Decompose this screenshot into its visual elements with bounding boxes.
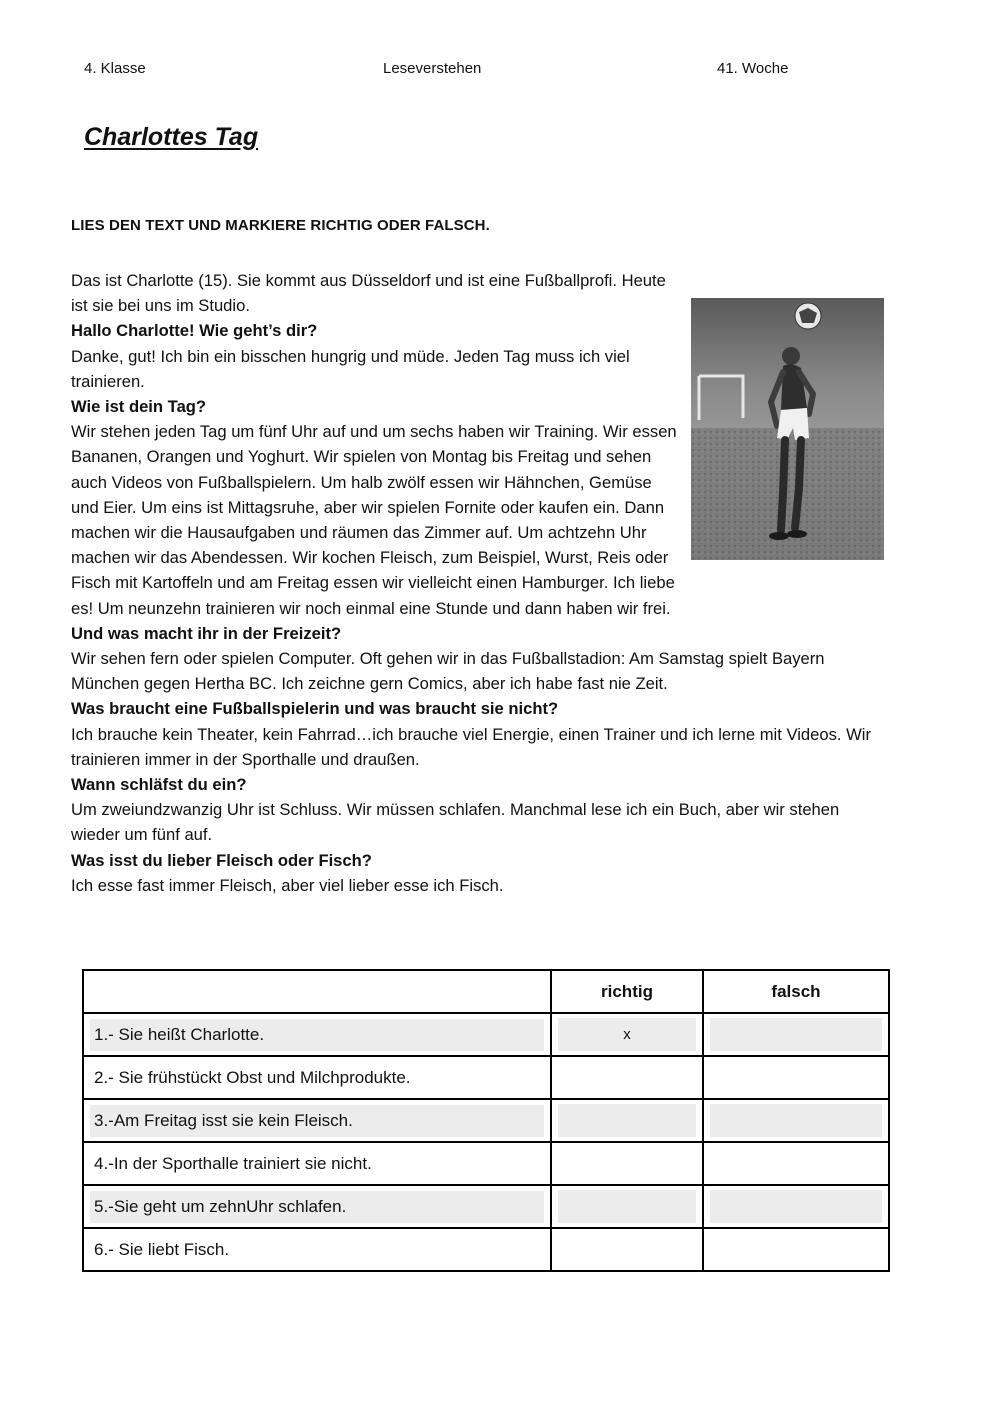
richtig-input[interactable] — [558, 1061, 696, 1094]
falsch-cell[interactable] — [703, 1013, 889, 1056]
falsch-cell[interactable] — [703, 1099, 889, 1142]
falsch-input[interactable] — [710, 1233, 882, 1266]
answer-3: Wir sehen fern oder spielen Computer. Oft gehen wir in das Fußballstadion: Am Samstag spielt Bayern München gegen Hertha BC. Ich zeichne gern Comics, aber ich habe fast nie Zeit. — [71, 649, 825, 694]
question-6: Was isst du lieber Fleisch oder Fisch? — [71, 850, 372, 870]
statement-column-header — [83, 970, 551, 1013]
question-3: Und was macht ihr in der Freizeit? — [71, 623, 342, 643]
header-subject: Leseverstehen — [383, 60, 482, 77]
falsch-cell[interactable] — [703, 1228, 889, 1271]
answer-2: Wir stehen jeden Tag um fünf Uhr auf und um sechs haben wir Training. Wir essen Bananen, Orangen und Yoghurt. Wir spielen von Montag bis Freitag und sehen auch Videos von Fußballspielern. Um halb zwölf essen wir Hähnchen, Gemüse und Eier. Um eins ist Mittagsruhe, aber wir spielen Fornite oder kaufen ein. Dann machen wir die Hausaufgaben und räumen das Zimmer auf. Um achtzehn Uhr machen wir das Abendessen. Wir kochen Fleisch, zum Beispiel, Wurst, Reis oder Fisch mit Kartoffeln und am Freitag essen wir vielleicht einen Hamburger. Ich liebe es! Um neunzehn trainieren wir noch einmal eine Stunde und dann haben wir frei. — [71, 422, 677, 618]
football-player-photo — [691, 298, 884, 560]
richtig-input[interactable] — [558, 1147, 696, 1180]
falsch-cell[interactable] — [703, 1142, 889, 1185]
statement-cell — [83, 1185, 551, 1228]
richtig-cell[interactable] — [551, 1056, 703, 1099]
statement-text: 6.- Sie liebt Fisch. — [94, 1239, 230, 1259]
page-title: Charlottes Tag — [84, 123, 259, 151]
instruction: LIES DEN TEXT UND MARKIERE RICHTIG ODER FALSCH. — [71, 217, 490, 234]
richtig-cell[interactable] — [551, 1185, 703, 1228]
intro-paragraph: Das ist Charlotte (15). Sie kommt aus Düsseldorf und ist eine Fußballprofi. Heute ist sie bei uns im Studio. — [71, 271, 666, 316]
answer-5: Um zweiundzwanzig Uhr ist Schluss. Wir müssen schlafen. Manchmal lese ich ein Buch, aber wir stehen wieder um fünf auf. — [71, 800, 840, 845]
richtig-input[interactable] — [558, 1233, 696, 1266]
statement-text: 3.-Am Freitag isst sie kein Fleisch. — [90, 1105, 544, 1137]
question-1: Hallo Charlotte! Wie geht’s dir? — [71, 321, 318, 341]
falsch-input[interactable] — [710, 1061, 882, 1094]
falsch-column-header: falsch — [703, 970, 889, 1013]
answer-4: Ich brauche kein Theater, kein Fahrrad…ich brauche viel Energie, einen Trainer und ich lerne mit Videos. Wir trainieren immer in der Sporthalle und draußen. — [71, 724, 871, 769]
question-4: Was braucht eine Fußballspielerin und was braucht sie nicht? — [71, 699, 559, 719]
reading-text — [71, 268, 886, 898]
table-row — [83, 1099, 889, 1142]
statement-cell — [83, 1228, 551, 1271]
statement-cell — [83, 1142, 551, 1185]
statement-text: 5.-Sie geht um zehnUhr schlafen. — [90, 1191, 544, 1223]
football-player-image — [691, 298, 884, 560]
header-week: 41. Woche — [717, 60, 789, 77]
statement-text: 1.- Sie heißt Charlotte. — [90, 1019, 544, 1051]
answer-1: Danke, gut! Ich bin ein bisschen hungrig und müde. Jeden Tag muss ich viel trainieren. — [71, 346, 630, 391]
statement-cell — [83, 1013, 551, 1056]
true-false-table — [82, 969, 890, 1272]
table-row — [83, 1228, 889, 1271]
richtig-input[interactable]: x — [558, 1018, 696, 1051]
table-row — [83, 1185, 889, 1228]
table-header-row — [83, 970, 889, 1013]
richtig-cell[interactable] — [551, 1099, 703, 1142]
table-row — [83, 1013, 889, 1056]
falsch-cell[interactable] — [703, 1185, 889, 1228]
richtig-input[interactable] — [558, 1104, 696, 1137]
falsch-input[interactable] — [710, 1104, 882, 1137]
falsch-input[interactable] — [710, 1018, 882, 1051]
statement-text: 4.-In der Sporthalle trainiert sie nicht. — [94, 1153, 372, 1173]
richtig-input[interactable] — [558, 1190, 696, 1223]
answer-6: Ich esse fast immer Fleisch, aber viel lieber esse ich Fisch. — [71, 875, 504, 895]
richtig-cell[interactable] — [551, 1013, 703, 1056]
header-grade: 4. Klasse — [84, 60, 146, 77]
falsch-input[interactable] — [710, 1147, 882, 1180]
question-2: Wie ist dein Tag? — [71, 397, 207, 417]
question-5: Wann schläfst du ein? — [71, 775, 247, 795]
table-row — [83, 1056, 889, 1099]
richtig-cell[interactable] — [551, 1142, 703, 1185]
table-row — [83, 1142, 889, 1185]
statement-cell — [83, 1056, 551, 1099]
richtig-cell[interactable] — [551, 1228, 703, 1271]
statement-cell — [83, 1099, 551, 1142]
falsch-input[interactable] — [710, 1190, 882, 1223]
statement-text: 2.- Sie frühstückt Obst und Milchprodukte. — [94, 1067, 411, 1087]
richtig-column-header: richtig — [551, 970, 703, 1013]
falsch-cell[interactable] — [703, 1056, 889, 1099]
